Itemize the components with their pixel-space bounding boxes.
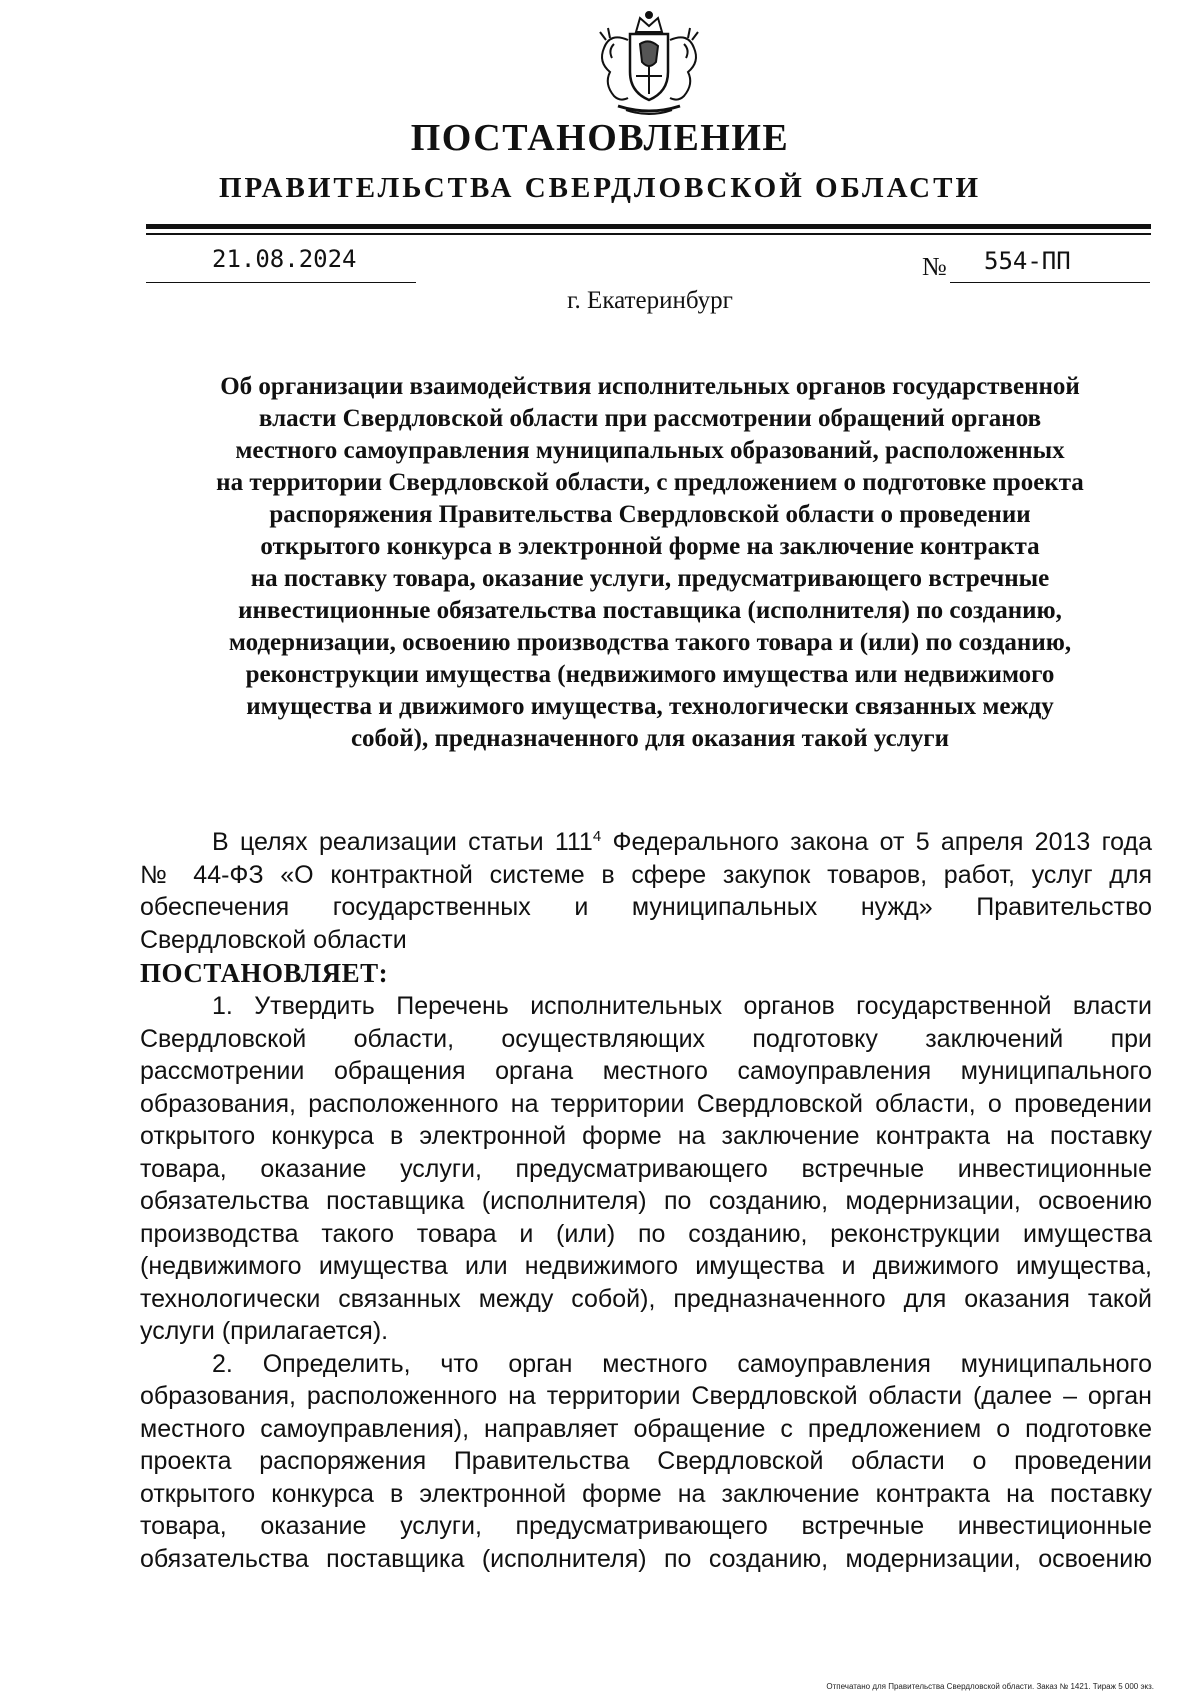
heading-line: распоряжения Правительства Свердловской области о проведении (269, 501, 1031, 528)
item-1-line: Свердловской области, осуществляющих подготовку заключений при (140, 1024, 1152, 1053)
item-1-line: образования, расположенного на территории Свердловской области, о проведении (140, 1089, 1152, 1118)
item-1-line: технологически связанных между собой), предназначенного для оказания такой (140, 1284, 1152, 1313)
date-underline (146, 282, 416, 283)
item-2-line: товара, оказание услуги, предусматривающего встречные инвестиционные (140, 1512, 1152, 1540)
item-2-line: открытого конкурса в электронной форме на заключение контракта на поставку (140, 1479, 1152, 1508)
heading-line: реконструкции имущества (недвижимого имущества или недвижимого (245, 661, 1055, 688)
preamble-text: В целях реализации статьи 111 (212, 828, 593, 856)
heading-line: имущества и движимого имущества, технологически связанных между (246, 693, 1054, 720)
document-title: ПОСТАНОВЛЕНИЕ (410, 117, 790, 159)
number-underline (950, 282, 1150, 283)
heading-line: открытого конкурса в электронной форме на заключение контракта (260, 533, 1040, 560)
document-heading (140, 371, 1160, 755)
item-1-paragraph (140, 990, 1152, 1348)
item-1-line: обязательства поставщика (исполнителя) по созданию, модернизации, освоению (140, 1187, 1152, 1215)
preamble-paragraph (140, 826, 1152, 956)
heading-line: на территории Свердловской области, с предложением о подготовке проекта (216, 469, 1084, 496)
item-1-line: услуги (прилагается). (140, 1317, 389, 1345)
document-number: 554-ПП (984, 247, 1071, 275)
item-1-line: рассмотрении обращения органа местного самоуправления муниципального (140, 1057, 1152, 1085)
item-1-line: товара, оказание услуги, предусматривающего встречные инвестиционные (140, 1154, 1152, 1183)
item-1-line: производства такого товара и (или) по созданию, реконструкции имущества (140, 1219, 1152, 1248)
preamble-text: Федерального закона от 5 апреля 2013 года (601, 828, 1152, 856)
item-2-line: местного самоуправления), направляет обращение с предложением о подготовке (140, 1414, 1152, 1443)
coat-of-arms-emblem (574, 10, 724, 118)
document-date: 21.08.2024 (212, 245, 357, 273)
issuer-name: ПРАВИТЕЛЬСТВА СВЕРДЛОВСКОЙ ОБЛАСТИ (218, 172, 982, 204)
preamble-line: Свердловской области (140, 925, 407, 954)
item-2-line: проекта распоряжения Правительства Свердловской области о проведении (140, 1447, 1152, 1475)
heading-line: собой), предназначенного для оказания такой услуги (350, 725, 950, 752)
item-2-line: 2. Определить, что орган местного самоуправления муниципального (212, 1349, 1152, 1378)
preamble-line: обеспечения государственных и муниципальных нужд» Правительство (140, 893, 1152, 921)
item-2-line: образования, расположенного на территории Свердловской области (далее – орган (140, 1382, 1152, 1410)
item-2-paragraph (140, 1348, 1152, 1576)
header-rule-thin (146, 233, 1151, 235)
decree-word: ПОСТАНОВЛЯЕТ: (140, 958, 389, 988)
heading-line: власти Свердловской области при рассмотрении обращений органов (258, 405, 1042, 432)
item-1-line: 1. Утвердить Перечень исполнительных органов государственной власти (212, 992, 1152, 1020)
preamble-line: № 44-ФЗ «О контрактной системе в сфере закупок товаров, работ, услуг для (140, 860, 1152, 889)
number-sign: № (922, 252, 947, 281)
preamble-line (140, 826, 1152, 859)
print-footer: Отпечатано для Правительства Свердловской области. Заказ № 1421. Тираж 5 000 экз. (826, 1682, 1154, 1691)
heading-line: модернизации, освоению производства такого товара и (или) по созданию, (228, 629, 1072, 656)
document-city: г. Екатеринбург (567, 287, 733, 314)
heading-line: на поставку товара, оказание услуги, предусматривающего встречные (250, 565, 1050, 592)
item-2-line: обязательства поставщика (исполнителя) по созданию, модернизации, освоению (140, 1544, 1152, 1573)
item-1-line: (недвижимого имущества или недвижимого имущества и движимого имущества, (140, 1252, 1152, 1280)
heading-line: местного самоуправления муниципальных образований, расположенных (235, 437, 1065, 464)
document-body (140, 826, 1152, 1575)
item-1-line: открытого конкурса в электронной форме на заключение контракта на поставку (140, 1122, 1152, 1150)
heading-line: Об организации взаимодействия исполнительных органов государственной (220, 373, 1080, 400)
header-rule-thick (146, 224, 1151, 229)
heading-line: инвестиционные обязательства поставщика (исполнителя) по созданию, (238, 597, 1062, 624)
article-superscript: 4 (592, 828, 602, 845)
